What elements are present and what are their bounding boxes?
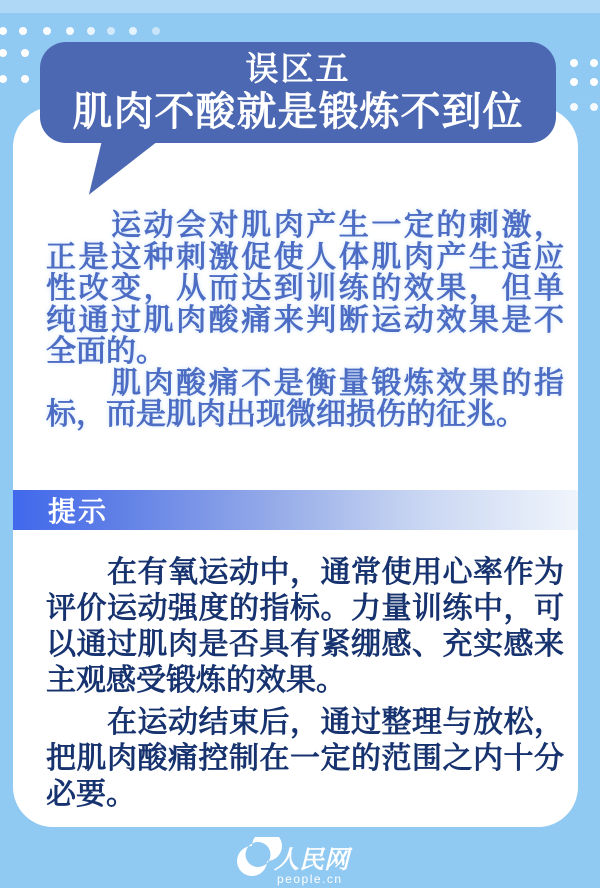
intro-text xyxy=(46,210,564,431)
text-line: 正是这种刺激促使人体肌肉产生适应 xyxy=(46,240,564,274)
dot xyxy=(570,59,578,67)
text-line: 必要。 xyxy=(46,778,136,811)
paragraph xyxy=(46,555,564,699)
dot xyxy=(21,49,29,57)
text-line: 在有氧运动中，通常使用心率作为 xyxy=(46,556,564,589)
text-line: 在运动结束后，通过整理与放松， xyxy=(46,706,564,739)
text-line: 主观感受锻炼的效果。 xyxy=(46,664,346,697)
dot xyxy=(0,27,7,35)
text-line: 把肌肉酸痛控制在一定的范围之内十分 xyxy=(46,742,564,775)
people-cn-logo xyxy=(236,837,364,887)
dot xyxy=(0,75,7,83)
tip-label: 提示 xyxy=(48,496,109,527)
paragraph xyxy=(46,210,564,368)
dot xyxy=(590,78,598,86)
paragraph xyxy=(46,368,564,431)
tip-text xyxy=(46,555,564,813)
dot xyxy=(0,49,7,57)
dot xyxy=(87,27,95,35)
text-line: 全面的。 xyxy=(46,335,166,368)
text-line: 评价运动强度的指标。力量训练中，可 xyxy=(46,592,564,625)
myth-title: 肌肉不酸就是锻炼不到位 xyxy=(72,89,524,134)
dot xyxy=(570,103,578,111)
content-card xyxy=(13,107,578,827)
header-speech-bubble xyxy=(40,42,556,143)
dot xyxy=(152,27,160,35)
dot xyxy=(66,27,74,35)
dot xyxy=(129,27,137,35)
dot xyxy=(19,27,27,35)
paragraph xyxy=(46,705,564,813)
dot xyxy=(590,59,598,67)
text-line: 性改变，从而达到训练的效果，但单 xyxy=(46,272,564,305)
brand-text: 人民网 xyxy=(274,846,350,874)
dot xyxy=(107,27,115,35)
text-line: 以通过肌肉是否具有紧绷感、充实感来 xyxy=(46,628,564,661)
dot xyxy=(590,103,598,111)
dot xyxy=(570,78,578,86)
text-line: 运动会对肌肉产生一定的刺激， xyxy=(46,209,564,242)
text-line: 纯通过肌肉酸痛来判断运动效果是不 xyxy=(46,303,564,337)
text-line: 标，而是肌肉出现微细损伤的征兆。 xyxy=(46,398,526,431)
dot xyxy=(21,75,29,83)
brand-subtext: people.cn xyxy=(277,872,343,886)
dot xyxy=(43,27,51,35)
myth-number: 误区五 xyxy=(245,50,351,88)
top-strip xyxy=(0,0,600,13)
tip-bar xyxy=(13,490,578,530)
footer xyxy=(0,836,600,888)
text-line: 肌肉酸痛不是衡量锻炼效果的指 xyxy=(46,366,564,400)
